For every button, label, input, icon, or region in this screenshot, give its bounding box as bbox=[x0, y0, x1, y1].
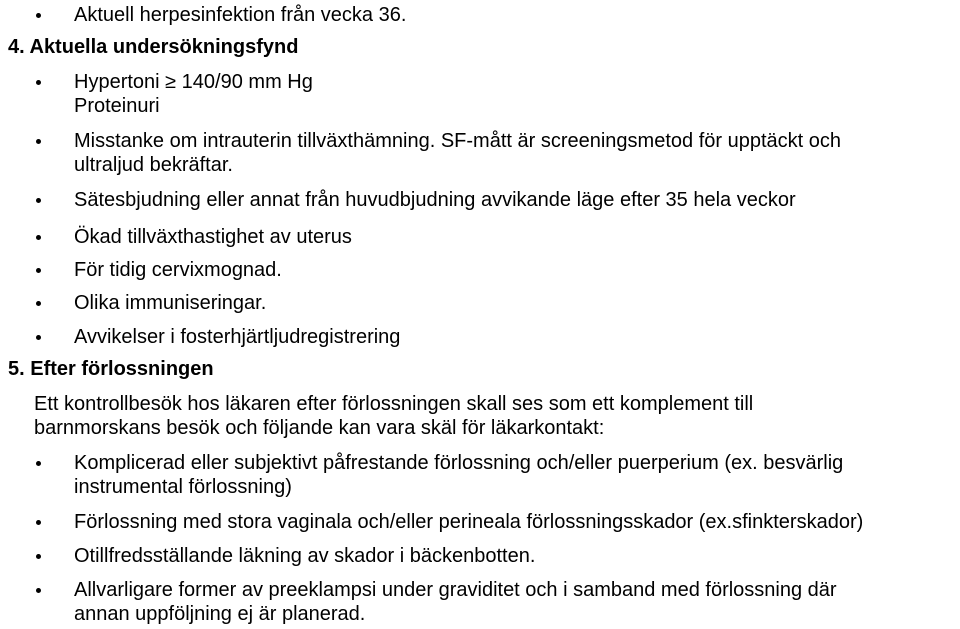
list-item-text: Otillfredsställande läkning av skador i bäckenbotten. bbox=[74, 545, 536, 567]
list-item-text: Avvikelser i fosterhjärtljudregistrering bbox=[74, 326, 401, 348]
bullet-icon bbox=[33, 578, 43, 602]
list-item-text: Olika immuniseringar. bbox=[74, 292, 267, 314]
list-item-text: Förlossning med stora vaginala och/eller perineala förlossningsskador (ex.sfinkterskador) bbox=[74, 511, 864, 533]
section-heading: 4. Aktuella undersökningsfynd bbox=[8, 36, 299, 58]
bullet-icon bbox=[33, 70, 43, 94]
bullet-icon bbox=[33, 258, 43, 282]
bullet-icon bbox=[33, 510, 43, 534]
list-item-text: För tidig cervixmognad. bbox=[74, 259, 282, 281]
list-item-text: Ökad tillväxthastighet av uterus bbox=[74, 226, 352, 248]
list-item-text: Allvarligare former av preeklampsi under graviditet och i samband med förlossning där annan uppföljning ej är planerad. bbox=[74, 579, 837, 625]
list-item-text: Sätesbjudning eller annat från huvudbjudning avvikande läge efter 35 hela veckor bbox=[74, 189, 796, 211]
list-item-text: Misstanke om intrauterin tillväxthämning. SF-mått är screeningsmetod för upptäckt och ultraljud bekräftar. bbox=[74, 130, 841, 176]
section-heading: 5. Efter förlossningen bbox=[8, 358, 214, 380]
list-item-text: Komplicerad eller subjektivt påfrestande förlossning och/eller puerperium (ex. besvärlig instrumental förlossning) bbox=[74, 452, 844, 498]
bullet-icon bbox=[33, 3, 43, 27]
list-item-text: Aktuell herpesinfektion från vecka 36. bbox=[74, 4, 407, 26]
bullet-icon bbox=[33, 129, 43, 153]
intro-paragraph: Ett kontrollbesök hos läkaren efter förlossningen skall ses som ett komplement till barnmorskans besök och följande kan vara skäl för läkarkontakt: bbox=[34, 393, 754, 439]
bullet-icon bbox=[33, 451, 43, 475]
bullet-icon bbox=[33, 225, 43, 249]
bullet-icon bbox=[33, 325, 43, 349]
bullet-icon bbox=[33, 291, 43, 315]
bullet-icon bbox=[33, 544, 43, 568]
list-item-text: Hypertoni ≥ 140/90 mm Hg Proteinuri bbox=[74, 71, 313, 117]
bullet-icon bbox=[33, 188, 43, 212]
